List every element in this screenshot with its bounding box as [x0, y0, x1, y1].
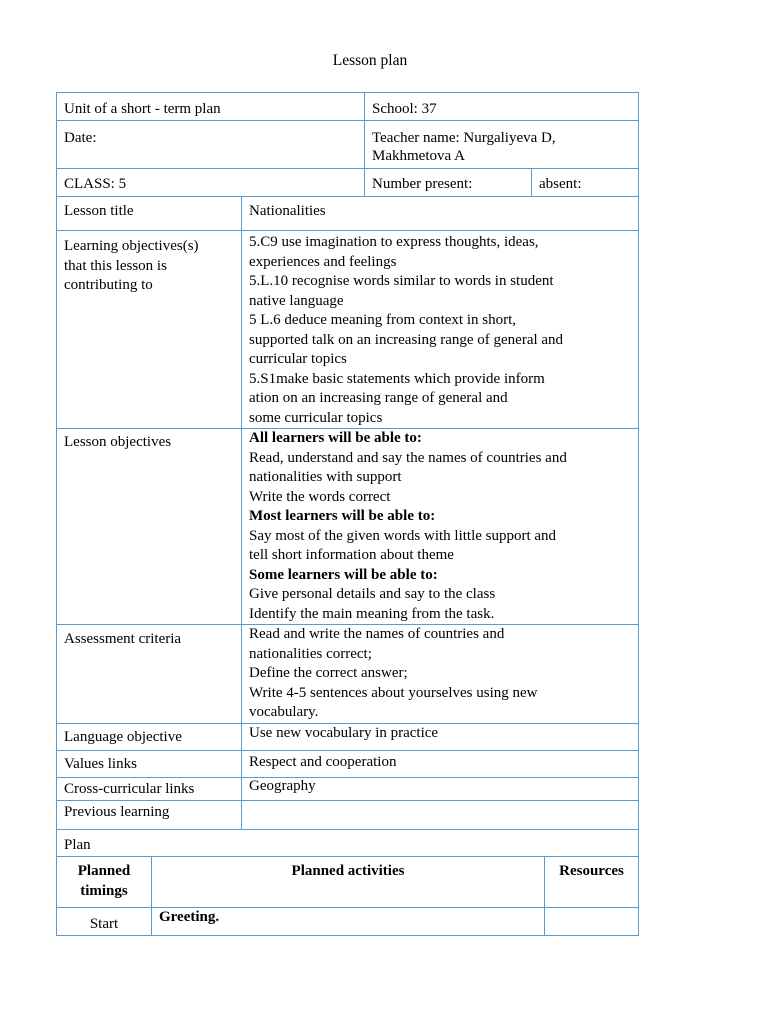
learning-objectives-label-line: that this lesson is [64, 257, 167, 274]
lesson-objectives-label: Lesson objectives [64, 434, 172, 450]
lesson-objective-line: Give personal details and say to the class [249, 586, 496, 602]
teacher-name-line2: Makhmetova A [372, 148, 465, 164]
teacher-cell [364, 120, 639, 169]
document-title: Lesson plan [332, 52, 408, 69]
assessment-criteria-label: Assessment criteria [64, 631, 182, 647]
learning-objectives-label-line: contributing to [64, 277, 153, 293]
start-timing: Start [89, 916, 119, 932]
absent-cell [531, 168, 639, 197]
learning-objective-line: 5.C9 use imagination to express thoughts, ideas, [249, 234, 539, 250]
lesson-objective-line: Write the words correct [249, 488, 391, 505]
plan-label: Plan [64, 837, 91, 853]
assessment-criteria-line: vocabulary. [249, 704, 319, 720]
lesson-objective-line: Read, understand and say the names of countries and [249, 449, 567, 466]
previous-learning-label-cell [56, 800, 242, 830]
learning-objective-line: native language [249, 292, 344, 309]
values-links-label-cell [56, 750, 242, 778]
lesson-objectives-label-cell [56, 428, 242, 625]
lesson-objective-line: tell short information about theme [249, 547, 454, 563]
start-timing-cell [56, 907, 152, 936]
learning-objective-line: ation on an increasing range of general and [249, 390, 508, 406]
learning-objective-line: 5 L.6 deduce meaning from context in short, [249, 312, 517, 328]
lesson-objective-line: Identify the main meaning from the task. [249, 605, 495, 622]
lesson-title-value-cell [241, 196, 639, 231]
learning-objective-line: 5.L.10 recognise words similar to words in student [249, 273, 554, 289]
assessment-criteria-line: nationalities correct; [249, 645, 372, 662]
learning-objective-line: curricular topics [249, 351, 347, 367]
start-activity-cell [151, 907, 545, 936]
most-learners-heading: Most learners will be able to: [249, 508, 436, 524]
unit-cell [56, 92, 365, 121]
language-objective-label: Language objective [64, 729, 182, 745]
start-activity: Greeting. [159, 909, 220, 925]
assessment-criteria-value-cell [241, 624, 639, 724]
class-text: CLASS: 5 [64, 176, 127, 192]
school-cell [364, 92, 639, 121]
planned-timings-header-line1: Planned [77, 863, 131, 879]
plan-label-cell [56, 829, 639, 857]
planned-activities-header-cell [151, 856, 545, 908]
lesson-title-label: Lesson title [64, 203, 134, 219]
number-present-text: Number present: [372, 176, 473, 192]
language-objective-label-cell [56, 723, 242, 751]
learning-objectives-label-line: Learning objectives(s) [64, 238, 199, 254]
language-objective-value: Use new vocabulary in practice [249, 725, 439, 741]
number-present-cell [364, 168, 532, 197]
unit-text: Unit of a short - term plan [64, 101, 221, 117]
resources-header: Resources [559, 863, 624, 879]
some-learners-heading: Some learners will be able to: [249, 566, 438, 583]
start-resources-cell [544, 907, 639, 936]
assessment-criteria-line: Define the correct answer; [249, 665, 408, 681]
assessment-criteria-label-cell [56, 624, 242, 724]
values-links-value: Respect and cooperation [249, 754, 397, 770]
values-links-value-cell [241, 750, 639, 778]
values-links-label: Values links [64, 756, 137, 772]
planned-timings-header-cell [56, 856, 152, 908]
teacher-name-line1: Teacher name: Nurgaliyeva D, [372, 130, 556, 146]
previous-learning-label: Previous learning [64, 804, 170, 820]
cross-curricular-label-cell [56, 777, 242, 801]
learning-objective-line: experiences and feelings [249, 253, 397, 270]
lesson-objective-line: nationalities with support [249, 469, 402, 485]
assessment-criteria-line: Write 4-5 sentences about yourselves using new [249, 684, 538, 701]
assessment-criteria-line: Read and write the names of countries and [249, 626, 505, 642]
lesson-title-label-cell [56, 196, 242, 231]
lesson-objectives-value-cell [241, 428, 639, 625]
date-cell [56, 120, 365, 169]
lesson-title-value: Nationalities [249, 203, 326, 219]
school-text: School: 37 [372, 101, 437, 117]
absent-text: absent: [539, 176, 582, 192]
learning-objectives-value-cell [241, 230, 639, 429]
date-text: Date: [64, 130, 97, 146]
all-learners-heading: All learners will be able to: [249, 430, 422, 446]
learning-objective-line: supported talk on an increasing range of general and [249, 331, 564, 348]
language-objective-value-cell [241, 723, 639, 751]
cross-curricular-value: Geography [249, 778, 316, 794]
cross-curricular-value-cell [241, 777, 639, 801]
cross-curricular-label: Cross-curricular links [64, 781, 195, 797]
resources-header-cell [544, 856, 639, 908]
learning-objective-line: some curricular topics [249, 409, 383, 426]
class-cell [56, 168, 365, 197]
planned-activities-header: Planned activities [291, 863, 405, 879]
previous-learning-value-cell [241, 800, 639, 830]
learning-objective-line: 5.S1make basic statements which provide inform [249, 370, 545, 387]
learning-objectives-label-cell [56, 230, 242, 429]
lesson-objective-line: Say most of the given words with little support and [249, 527, 557, 544]
planned-timings-header-line2: timings [80, 882, 128, 899]
